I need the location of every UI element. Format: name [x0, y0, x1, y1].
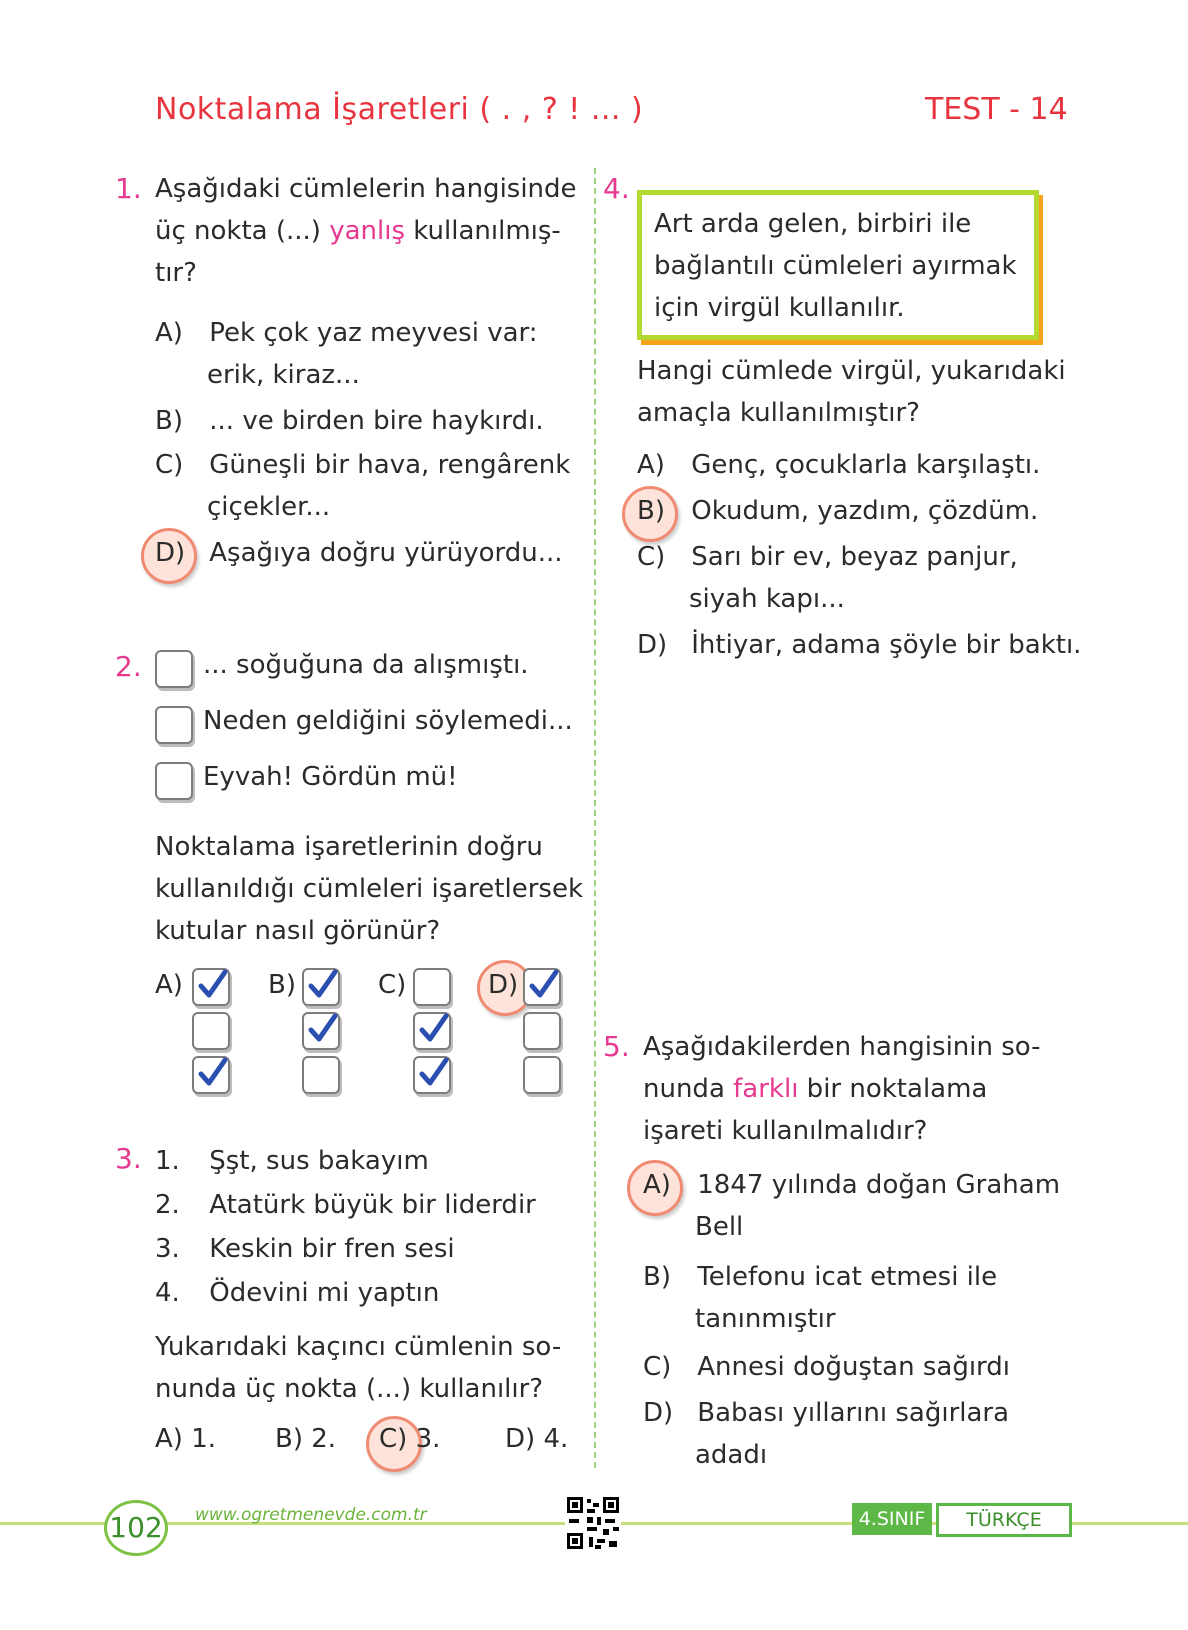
page-title: Noktalama İşaretleri ( . , ? ! ... ) — [155, 92, 644, 127]
info-box: Art arda gelen, birbiri ile bağlantılı cümleleri ayırmak için virgül kullanılır. — [637, 190, 1039, 340]
empty-box[interactable] — [302, 1056, 340, 1094]
question-2-option-c-label[interactable]: C) — [378, 970, 407, 1000]
checked-box[interactable] — [192, 968, 230, 1006]
question-2-option-d-label[interactable]: D) — [488, 970, 519, 1000]
checked-box[interactable] — [413, 1012, 451, 1050]
question-3-item-4: 4. Ödevini mi yaptın — [155, 1278, 440, 1308]
question-2-number: 2. — [115, 650, 142, 683]
question-5-option-b[interactable]: B) Telefonu icat etmesi ile tanınmıştır — [643, 1262, 998, 1334]
question-3-item-2: 2. Atatürk büyük bir liderdir — [155, 1190, 536, 1220]
question-3-item-1: 1. Şşt, sus bakayım — [155, 1146, 429, 1176]
question-1-option-c[interactable]: C) Güneşli bir hava, rengârenk çiçekler... — [155, 450, 571, 522]
checkbox[interactable] — [155, 650, 193, 688]
grade-label: 4.SINIF — [852, 1503, 932, 1535]
question-2-item-2: Neden geldiğini söylemedi... — [203, 706, 573, 736]
checkbox[interactable] — [155, 706, 193, 744]
question-2-item-3: Eyvah! Gördün mü! — [203, 762, 458, 792]
question-5-stem: Aşağıdakilerden hangisinin so- nunda farklı bir noktalama işareti kullanılmalıdır? — [643, 1032, 1041, 1146]
website-url[interactable]: www.ogretmenevde.com.tr — [195, 1505, 427, 1525]
question-3-option-d[interactable]: D) 4. — [505, 1424, 569, 1454]
question-5-option-a[interactable]: A) 1847 yılında doğan Graham Bell — [643, 1170, 1061, 1242]
empty-box[interactable] — [192, 1012, 230, 1050]
checkmark-icon — [416, 1056, 450, 1090]
question-3-number: 3. — [115, 1142, 142, 1175]
question-4-stem: Hangi cümlede virgül, yukarıdaki amaçla kullanılmıştır? — [637, 356, 1066, 428]
subject-label: TÜRKÇE — [936, 1503, 1072, 1537]
checkmark-icon — [416, 1012, 450, 1046]
question-5-number: 5. — [603, 1030, 630, 1063]
question-1-stem: Aşağıdaki cümlelerin hangisinde üç nokta (...) yanlış kullanılmış- tır? — [155, 174, 577, 288]
checkmark-icon — [195, 968, 229, 1002]
checked-box[interactable] — [523, 968, 561, 1006]
question-4-option-a[interactable]: A) Genç, çocuklarla karşılaştı. — [637, 450, 1041, 480]
question-3-option-a[interactable]: A) 1. — [155, 1424, 217, 1454]
page-number: 102 — [104, 1500, 168, 1556]
question-4-option-c[interactable]: C) Sarı bir ev, beyaz panjur, siyah kapı... — [637, 542, 1018, 614]
question-3-stem: Yukarıdaki kaçıncı cümlenin so- nunda üç nokta (...) kullanılır? — [155, 1332, 562, 1404]
checkmark-icon — [526, 968, 560, 1002]
question-1-number: 1. — [115, 172, 142, 205]
question-4-option-b[interactable]: B) Okudum, yazdım, çözdüm. — [637, 496, 1039, 526]
column-divider — [594, 168, 596, 1468]
question-1-option-b[interactable]: B) ... ve birden bire haykırdı. — [155, 406, 544, 436]
test-number: TEST - 14 — [925, 92, 1068, 127]
qr-code-icon — [565, 1495, 621, 1551]
empty-box[interactable] — [413, 968, 451, 1006]
checked-box[interactable] — [192, 1056, 230, 1094]
checked-box[interactable] — [302, 968, 340, 1006]
empty-box[interactable] — [523, 1056, 561, 1094]
checked-box[interactable] — [302, 1012, 340, 1050]
question-2-item-1: ... soğuğuna da alışmıştı. — [203, 650, 529, 680]
checked-box[interactable] — [413, 1056, 451, 1094]
question-1-option-a[interactable]: A) Pek çok yaz meyvesi var: erik, kiraz... — [155, 318, 538, 390]
checkmark-icon — [305, 1012, 339, 1046]
checkbox[interactable] — [155, 762, 193, 800]
question-2-option-b-label[interactable]: B) — [268, 970, 296, 1000]
question-5-option-d[interactable]: D) Babası yıllarını sağırlara adadı — [643, 1398, 1010, 1470]
question-2-stem: Noktalama işaretlerinin doğru kullanıldığı cümleleri işaretlersek kutular nasıl görünür? — [155, 832, 583, 946]
question-3-item-3: 3. Keskin bir fren sesi — [155, 1234, 455, 1264]
empty-box[interactable] — [523, 1012, 561, 1050]
question-4-option-d[interactable]: D) İhtiyar, adama şöyle bir baktı. — [637, 630, 1082, 660]
checkmark-icon — [195, 1056, 229, 1090]
question-1-option-d[interactable]: D) Aşağıya doğru yürüyordu... — [155, 538, 563, 568]
checkmark-icon — [305, 968, 339, 1002]
question-3-option-b[interactable]: B) 2. — [275, 1424, 337, 1454]
question-2-option-a-label[interactable]: A) — [155, 970, 183, 1000]
question-3-option-c[interactable]: C) 3. — [379, 1424, 441, 1454]
question-4-number: 4. — [603, 172, 630, 205]
question-5-option-c[interactable]: C) Annesi doğuştan sağırdı — [643, 1352, 1011, 1382]
